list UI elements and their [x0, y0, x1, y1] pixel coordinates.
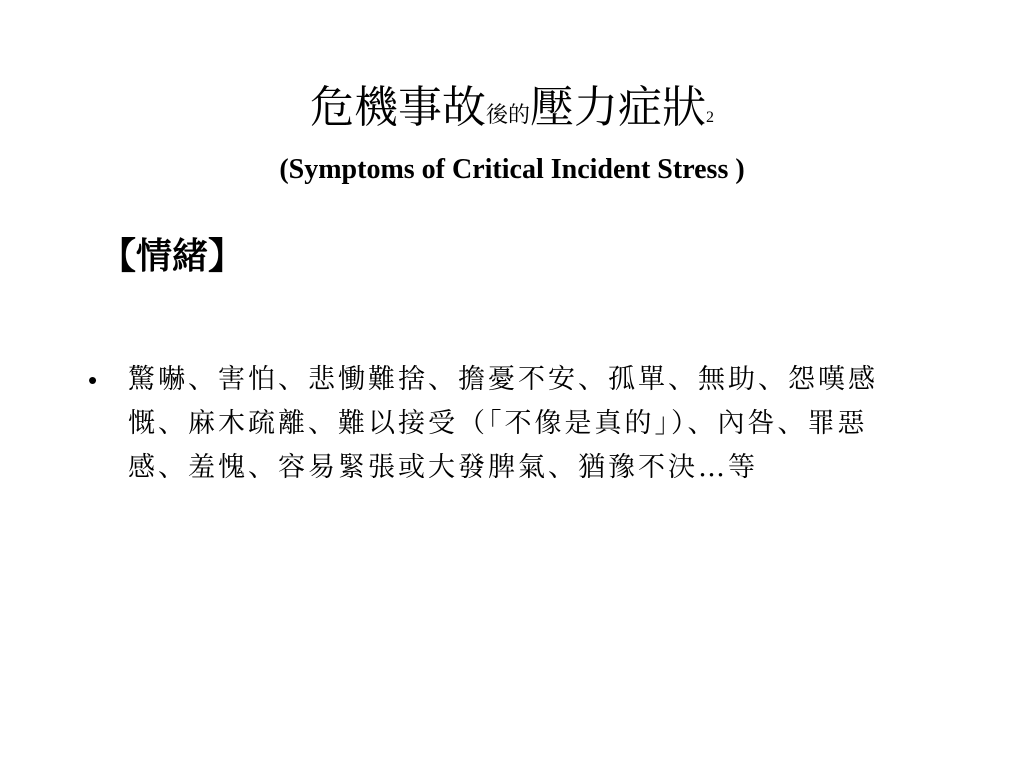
title-english: (Symptoms of Critical Incident Stress ) [279, 154, 745, 185]
title-chinese [0, 78, 1024, 148]
title-main-part-2: 壓力症狀 [530, 82, 706, 133]
title-main-part-1: 危機事故 [309, 82, 486, 133]
bullet-list [88, 358, 928, 490]
title-superscript: 2 [706, 109, 714, 126]
bullet-text: 驚嚇、害怕、悲慟難捨、擔憂不安、孤單、無助、怨嘆感慨、麻木疏離、難以接受（「不像是真的」）、內咎、罪惡感、羞愧、容易緊張或大發脾氣、猶豫不決…等 [128, 364, 878, 483]
title-small-part: 後的 [485, 103, 530, 128]
bullet-item [88, 358, 928, 490]
bullet-marker: • [88, 365, 98, 395]
section-heading: 【情緒】 [100, 235, 245, 277]
slide-title [0, 78, 1024, 188]
